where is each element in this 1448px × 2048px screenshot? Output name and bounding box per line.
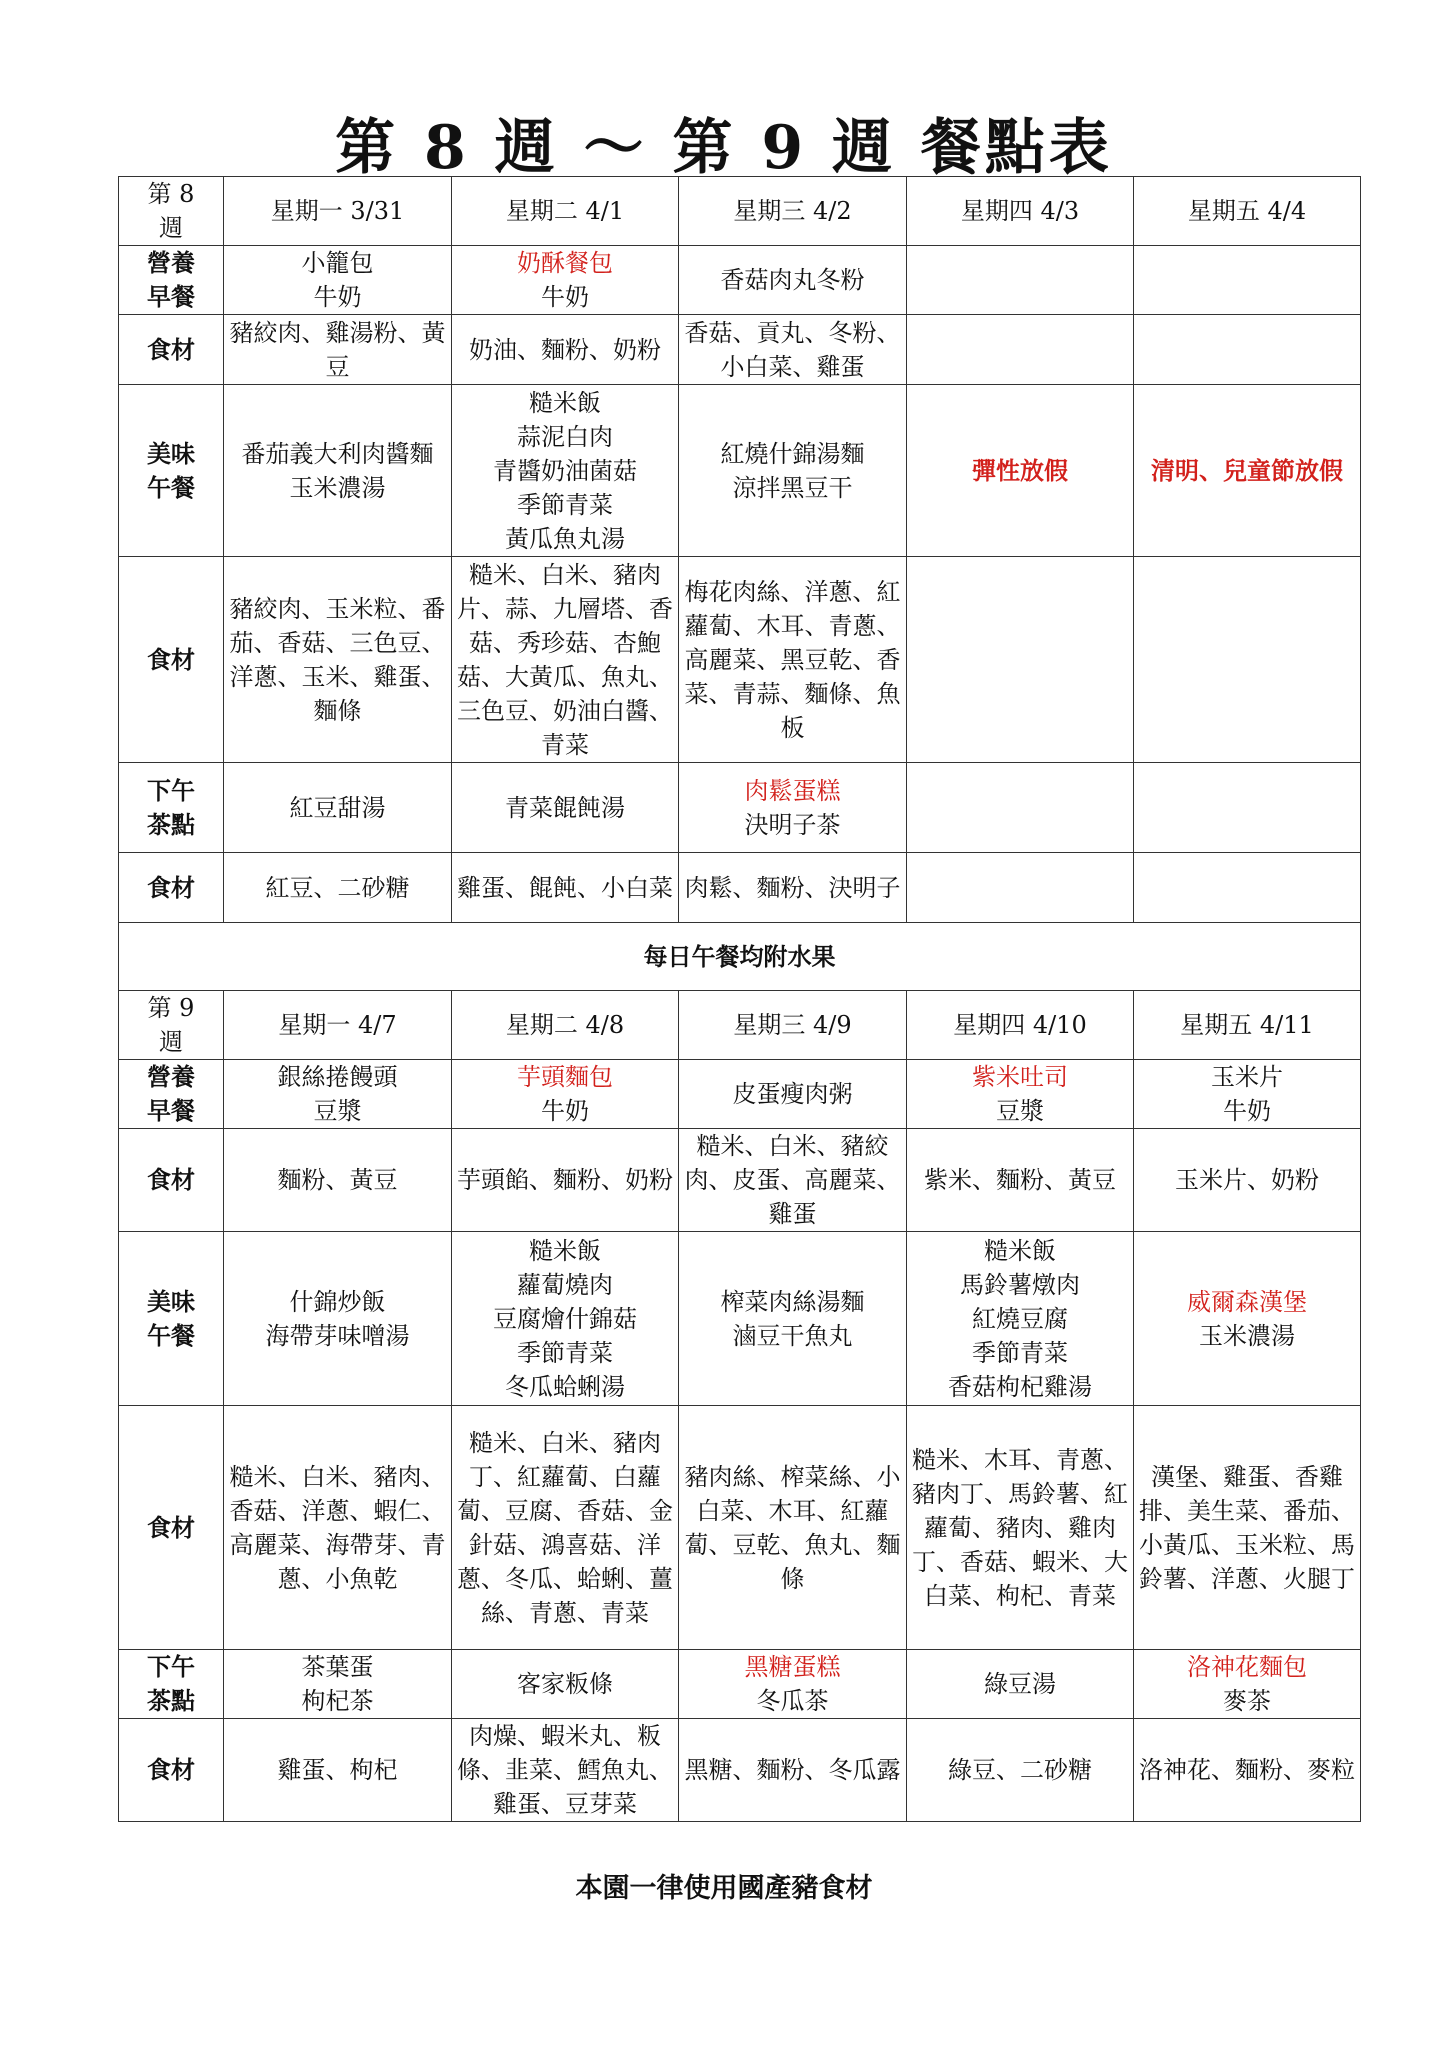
menu-item: 季節青菜 [517, 490, 613, 519]
menu-item: 糙米飯 [529, 1236, 601, 1265]
breakfast-cell [1134, 1060, 1361, 1129]
lunch-label-line: 午餐 [147, 473, 195, 502]
breakfast-label-line: 營養 [147, 1063, 195, 1091]
menu-item: 豆腐燴什錦菇 [493, 1304, 637, 1333]
menu-item: 紅燒豆腐 [972, 1304, 1068, 1333]
menu-item: 涼拌黑豆干 [732, 473, 853, 502]
menu-item: 冬瓜茶 [756, 1687, 829, 1715]
ingredient-label: 食材 [119, 557, 224, 763]
ingredient-label: 食材 [119, 315, 224, 385]
menu-item: 黃瓜魚丸湯 [505, 524, 625, 553]
lunch-cell [224, 385, 452, 557]
row-snack [119, 763, 1361, 853]
lunch-label [119, 1232, 224, 1406]
ingredient-cell: 綠豆、二砂糖 [907, 1719, 1134, 1822]
breakfast-cell [224, 1060, 452, 1129]
snack-cell [907, 1650, 1134, 1719]
snack-cell [679, 763, 907, 853]
week-header-row [119, 991, 1361, 1060]
menu-item: 榨菜肉絲湯麵 [720, 1287, 865, 1316]
ingredient-cell: 梅花肉絲、洋蔥、紅蘿蔔、木耳、青蔥、高麗菜、黑豆乾、香菜、青蒜、麵條、魚板 [679, 557, 907, 763]
menu-item: 皮蛋瘦肉粥 [732, 1080, 853, 1108]
menu-item: 黑糖蛋糕 [744, 1653, 841, 1681]
ingredient-cell: 紅豆、二砂糖 [224, 853, 452, 923]
menu-item: 牛奶 [1223, 1097, 1271, 1125]
daily-note-row [119, 923, 1361, 991]
menu-item: 洛神花麵包 [1187, 1653, 1307, 1681]
ingredient-label: 食材 [119, 1129, 224, 1232]
day-header: 星期一 3/31 [224, 177, 452, 246]
ingredient-cell: 玉米片、奶粉 [1134, 1129, 1361, 1232]
snack-cell [1134, 763, 1361, 853]
lunch-cell [452, 385, 679, 557]
ingredient-cell: 糙米、白米、豬肉、香菇、洋蔥、蝦仁、高麗菜、海帶芽、青蔥、小魚乾 [224, 1406, 452, 1650]
snack-cell [224, 763, 452, 853]
snack-cell [679, 1650, 907, 1719]
lunch-cell [679, 385, 907, 557]
breakfast-cell [679, 1060, 907, 1129]
ingredient-cell: 漢堡、雞蛋、香雞排、美生菜、番茄、小黃瓜、玉米粒、馬鈴薯、洋蔥、火腿丁 [1134, 1406, 1361, 1650]
menu-item: 豆漿 [313, 1097, 362, 1125]
lunch-cell [907, 385, 1134, 557]
ingredient-cell: 糙米、木耳、青蔥、豬肉丁、馬鈴薯、紅蘿蔔、豬肉、雞肉丁、香菇、蝦米、大白菜、枸杞、青菜 [907, 1406, 1134, 1650]
row-breakfast [119, 246, 1361, 315]
menu-item: 季節青菜 [972, 1338, 1068, 1367]
lunch-cell [907, 1232, 1134, 1406]
ingredient-cell: 香菇、貢丸、冬粉、小白菜、雞蛋 [679, 315, 907, 385]
snack-label [119, 1650, 224, 1719]
snack-label-line: 茶點 [147, 1687, 195, 1715]
menu-item: 茶葉蛋 [301, 1653, 374, 1681]
menu-item: 紅豆甜湯 [289, 793, 386, 822]
breakfast-label-line: 早餐 [147, 283, 195, 311]
meal-table [118, 176, 1361, 1822]
ingredient-label: 食材 [119, 853, 224, 923]
menu-item: 青醬奶油菌菇 [493, 456, 637, 485]
page-title: 第 8 週 ～ 第 9 週 餐點表 [335, 113, 1113, 183]
ingredient-cell: 糙米、白米、豬肉片、蒜、九層塔、香菇、秀珍菇、杏鮑菇、大黃瓜、魚丸、三色豆、奶油白醬、青菜 [452, 557, 679, 763]
ingredient-cell [907, 315, 1134, 385]
ingredient-cell: 豬肉絲、榨菜絲、小白菜、木耳、紅蘿蔔、豆乾、魚丸、麵條 [679, 1406, 907, 1650]
breakfast-cell [224, 246, 452, 315]
snack-cell [224, 1650, 452, 1719]
ingredient-cell: 糙米、白米、豬肉丁、紅蘿蔔、白蘿蔔、豆腐、香菇、金針菇、鴻喜菇、洋蔥、冬瓜、蛤蜊、薑絲、青蔥、青菜 [452, 1406, 679, 1650]
row-breakfast [119, 1060, 1361, 1129]
menu-item: 彈性放假 [972, 456, 1068, 485]
day-header: 星期二 4/1 [452, 177, 679, 246]
row-lunch [119, 385, 1361, 557]
snack-label-line: 下午 [147, 1653, 195, 1681]
lunch-cell [452, 1232, 679, 1406]
snack-cell [452, 763, 679, 853]
row-snack_ing [119, 853, 1361, 923]
day-header: 星期四 4/10 [907, 991, 1134, 1060]
lunch-label-line: 美味 [147, 1287, 195, 1316]
menu-item: 馬鈴薯燉肉 [960, 1270, 1080, 1299]
menu-item: 客家粄條 [517, 1670, 613, 1698]
row-lunch [119, 1232, 1361, 1406]
breakfast-cell [452, 1060, 679, 1129]
menu-item: 海帶芽味噌湯 [265, 1321, 410, 1350]
snack-label-line: 下午 [147, 776, 195, 805]
row-breakfast_ing [119, 315, 1361, 385]
row-lunch_ing [119, 1406, 1361, 1650]
menu-item: 季節青菜 [517, 1338, 613, 1367]
row-lunch_ing [119, 557, 1361, 763]
ingredient-cell [907, 557, 1134, 763]
lunch-label-line: 美味 [147, 439, 195, 468]
menu-item: 玉米片 [1211, 1063, 1283, 1091]
ingredient-cell: 肉燥、蝦米丸、粄條、韭菜、鱈魚丸、雞蛋、豆芽菜 [452, 1719, 679, 1822]
menu-item: 蘿蔔燒肉 [517, 1270, 613, 1299]
menu-item: 冬瓜蛤蜊湯 [505, 1372, 625, 1401]
ingredient-cell: 奶油、麵粉、奶粉 [452, 315, 679, 385]
menu-item: 香菇枸杞雞湯 [948, 1372, 1092, 1401]
menu-item: 蒜泥白肉 [517, 422, 613, 451]
menu-item: 紫米吐司 [972, 1063, 1068, 1091]
snack-cell [452, 1650, 679, 1719]
row-snack [119, 1650, 1361, 1719]
row-snack_ing [119, 1719, 1361, 1822]
breakfast-cell [907, 246, 1134, 315]
menu-item: 芋頭麵包 [517, 1063, 613, 1091]
menu-item: 麥茶 [1223, 1687, 1271, 1715]
breakfast-cell [1134, 246, 1361, 315]
menu-item: 豆漿 [996, 1097, 1044, 1125]
menu-item: 綠豆湯 [984, 1670, 1056, 1698]
menu-item: 清明、兒童節放假 [1151, 456, 1343, 485]
lunch-cell [224, 1232, 452, 1406]
ingredient-cell: 麵粉、黃豆 [224, 1129, 452, 1232]
ingredient-label: 食材 [119, 1406, 224, 1650]
menu-item: 青菜餛飩湯 [505, 793, 625, 822]
menu-item: 玉米濃湯 [289, 473, 386, 502]
ingredient-cell: 雞蛋、枸杞 [224, 1719, 452, 1822]
menu-item: 紅燒什錦湯麵 [720, 439, 865, 468]
lunch-cell [1134, 385, 1361, 557]
day-header: 星期二 4/8 [452, 991, 679, 1060]
footer-note: 本園一律使用國產豬食材 [575, 1873, 873, 1904]
ingredient-cell: 芋頭餡、麵粉、奶粉 [452, 1129, 679, 1232]
menu-item: 奶酥餐包 [517, 249, 613, 277]
ingredient-cell [1134, 557, 1361, 763]
breakfast-cell [907, 1060, 1134, 1129]
day-header: 星期三 4/2 [679, 177, 907, 246]
ingredient-cell [1134, 853, 1361, 923]
ingredient-cell: 糙米、白米、豬絞肉、皮蛋、高麗菜、雞蛋 [679, 1129, 907, 1232]
breakfast-label-line: 早餐 [147, 1097, 195, 1125]
daily-note: 每日午餐均附水果 [119, 923, 1361, 991]
day-header: 星期一 4/7 [224, 991, 452, 1060]
menu-item: 牛奶 [541, 1097, 589, 1125]
ingredient-cell [1134, 315, 1361, 385]
snack-cell [907, 763, 1134, 853]
ingredient-label: 食材 [119, 1719, 224, 1822]
breakfast-cell [679, 246, 907, 315]
lunch-cell [1134, 1232, 1361, 1406]
ingredient-cell: 黑糖、麵粉、冬瓜露 [679, 1719, 907, 1822]
menu-item: 香菇肉丸冬粉 [720, 266, 865, 294]
ingredient-cell: 豬絞肉、玉米粒、番茄、香菇、三色豆、洋蔥、玉米、雞蛋、麵條 [224, 557, 452, 763]
snack-label-line: 茶點 [147, 810, 195, 839]
ingredient-cell: 豬絞肉、雞湯粉、黃豆 [224, 315, 452, 385]
day-header: 星期三 4/9 [679, 991, 907, 1060]
breakfast-label [119, 246, 224, 315]
week-label [119, 177, 224, 246]
menu-item: 牛奶 [313, 283, 362, 311]
breakfast-label-line: 營養 [147, 249, 195, 277]
menu-item: 肉鬆蛋糕 [744, 776, 841, 805]
ingredient-cell: 洛神花、麵粉、麥粒 [1134, 1719, 1361, 1822]
week-label [119, 991, 224, 1060]
menu-item: 番茄義大利肉醬麵 [241, 439, 434, 468]
breakfast-label [119, 1060, 224, 1129]
menu-item: 玉米濃湯 [1199, 1321, 1295, 1350]
menu-item: 什錦炒飯 [289, 1287, 386, 1316]
menu-item: 銀絲捲饅頭 [277, 1063, 398, 1091]
week-label-line: 週 [159, 1028, 183, 1056]
lunch-label [119, 385, 224, 557]
lunch-label-line: 午餐 [147, 1321, 195, 1350]
menu-item: 滷豆干魚丸 [732, 1321, 853, 1350]
snack-label [119, 763, 224, 853]
lunch-cell [679, 1232, 907, 1406]
ingredient-cell: 紫米、麵粉、黃豆 [907, 1129, 1134, 1232]
menu-item: 小籠包 [301, 249, 374, 277]
menu-item: 牛奶 [541, 283, 589, 311]
snack-cell [1134, 1650, 1361, 1719]
ingredient-cell: 肉鬆、麵粉、決明子 [679, 853, 907, 923]
week-header-row [119, 177, 1361, 246]
row-breakfast_ing [119, 1129, 1361, 1232]
day-header: 星期四 4/3 [907, 177, 1134, 246]
week-label-line: 第 9 [147, 994, 195, 1022]
week-label-line: 週 [159, 214, 183, 242]
ingredient-cell: 雞蛋、餛飩、小白菜 [452, 853, 679, 923]
ingredient-cell [907, 853, 1134, 923]
menu-item: 糙米飯 [529, 388, 601, 417]
day-header: 星期五 4/4 [1134, 177, 1361, 246]
menu-item: 糙米飯 [984, 1236, 1056, 1265]
breakfast-cell [452, 246, 679, 315]
week-label-line: 第 8 [147, 180, 195, 208]
menu-item: 決明子茶 [744, 810, 841, 839]
menu-item: 威爾森漢堡 [1187, 1287, 1307, 1316]
menu-item: 枸杞茶 [301, 1687, 374, 1715]
day-header: 星期五 4/11 [1134, 991, 1361, 1060]
